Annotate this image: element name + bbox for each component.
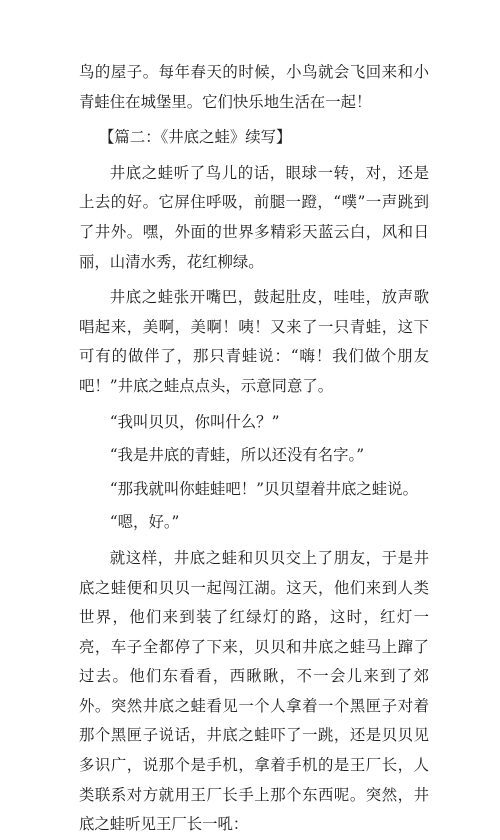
dialogue-line: “嗯，好。” <box>109 513 180 532</box>
paragraph-intro: 井底之蛙听了鸟儿的话，眼球一转，对，还是上去的好。它屏住呼吸，前腿一蹬，“噗”一声跳到了井外。嘿，外面的世界多精彩天蓝云白，风和日丽，山清水秀，花红柳绿。 <box>79 163 429 271</box>
document-body <box>79 58 429 840</box>
paragraph-meeting: 井底之蛙张开嘴巴，鼓起肚皮，哇哇，放声歌唱起来，美啊，美啊！咦！又来了一只青蛙，这下可有的做伴了，那只青蛙说：“嗨！我们做个朋友吧！”井底之蛙点点头，示意同意了。 <box>79 288 429 395</box>
dialogue-line: “那我就叫你蛙蛙吧！”贝贝望着井底之蛙说。 <box>109 479 418 498</box>
paragraph-journey: 就这样，井底之蛙和贝贝交上了朋友，于是井底之蛙便和贝贝一起闯江湖。这天，他们来到人类世界，他们来到装了红绿灯的路，这时，红灯一亮，车子全都停了下来，贝贝和井底之蛙马上蹿了过去。他们东看看，西瞅瞅，不一会儿来到了郊外。突然井底之蛙看见一个人拿着一个黑匣子对着那个黑匣子说话，井底之蛙吓了一跳，还是贝贝见多识广，说那个是手机，拿着手机的是王厂长，人类联系对方就用王厂长手上那个东西呢。突然，井底之蛙听见王厂长一吼： <box>79 548 429 834</box>
dialogue-line: “我叫贝贝，你叫什么？” <box>109 412 280 431</box>
paragraph-continuation: 鸟的屋子。每年春天的时候，小鸟就会飞回来和小青蛙住在城堡里。它们快乐地生活在一起！ <box>79 63 429 111</box>
section-heading: 【篇二：《井底之蛙》续写】 <box>99 128 292 147</box>
dialogue-line: “我是井底的青蛙，所以还没有名字。” <box>109 446 365 465</box>
